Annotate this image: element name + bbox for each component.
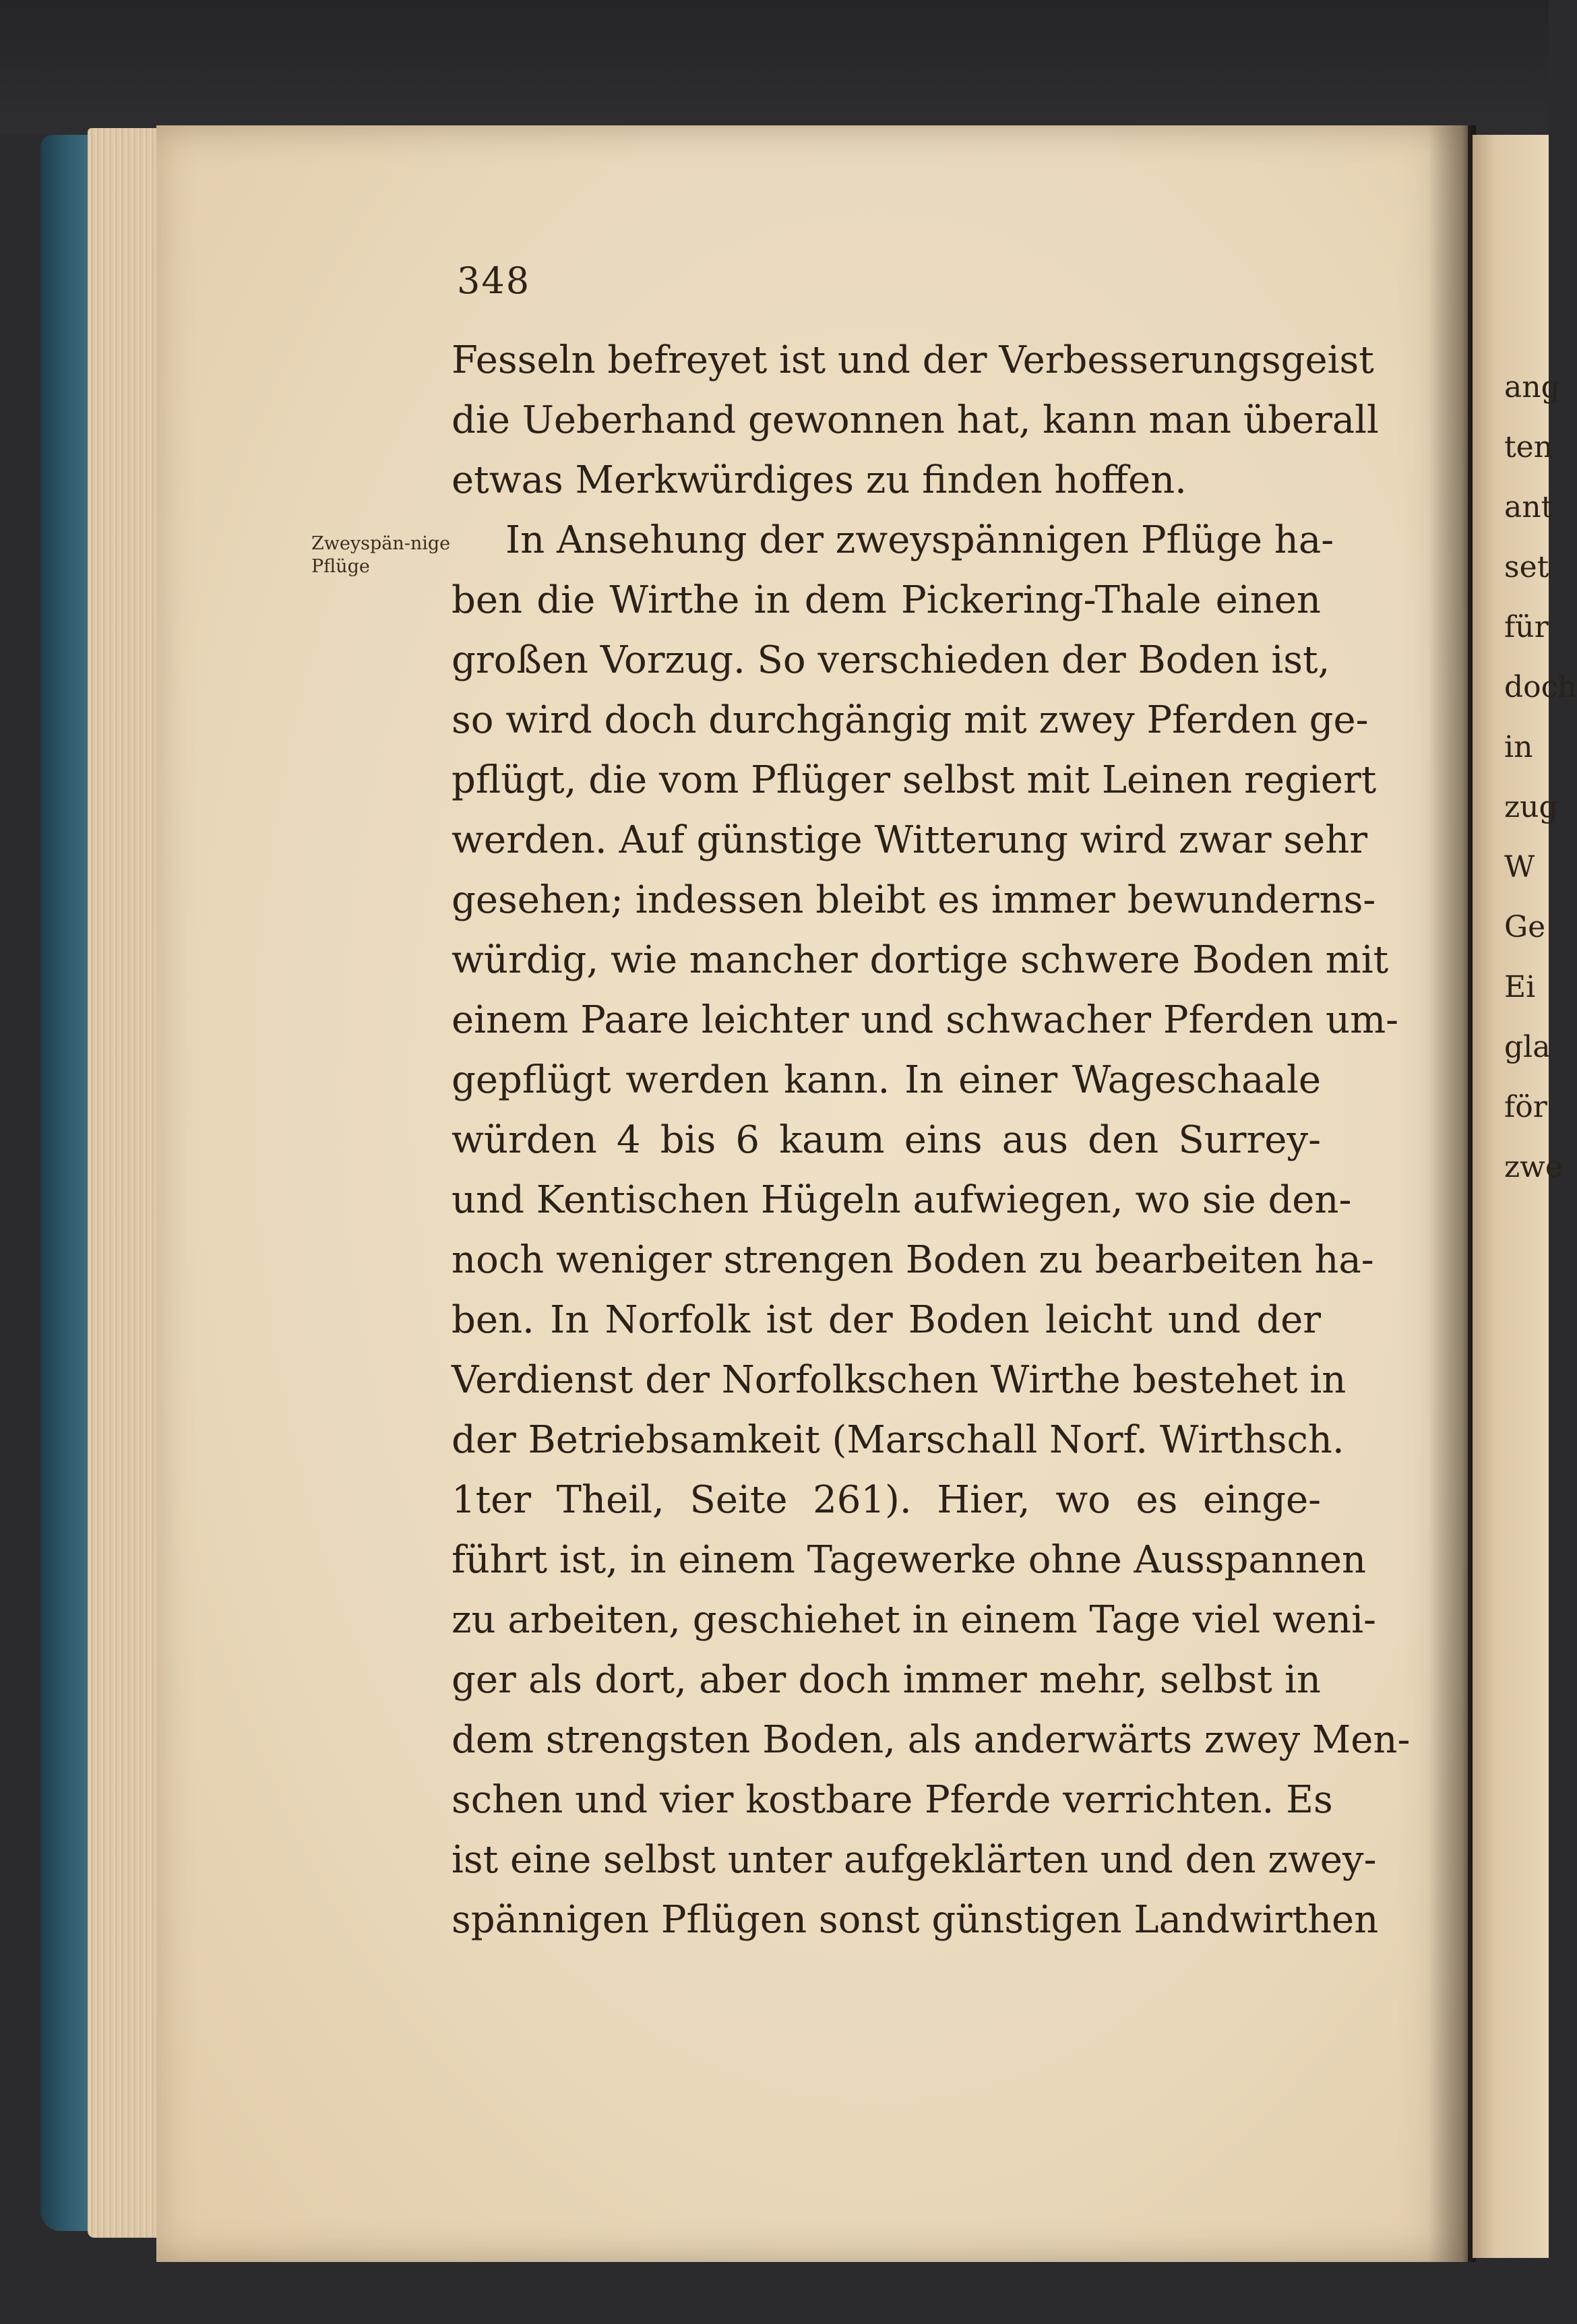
facing-page-fragment: Ge: [1504, 910, 1546, 944]
backdrop: [0, 0, 1549, 135]
text-line: großen Vorzug. So verschieden der Boden ist,: [452, 638, 1330, 682]
text-line: ger als dort, aber doch immer mehr, selbst in: [452, 1658, 1321, 1702]
facing-page-fragment: Ei: [1504, 970, 1536, 1004]
margin-note: Zweyspän-nige Pflüge: [311, 533, 451, 577]
text-line: würdig, wie mancher dortige schwere Boden mit: [452, 938, 1389, 982]
text-line: einem Paare leichter und schwacher Pferden um-: [452, 998, 1399, 1042]
facing-page-fragment: doch: [1504, 670, 1577, 704]
text-line: schen und vier kostbare Pferde verrichten. Es: [452, 1778, 1333, 1822]
text-line: und Kentischen Hügeln aufwiegen, wo sie den-: [452, 1178, 1352, 1222]
facing-page-fragment: ant: [1504, 490, 1553, 524]
text-line: führt ist, in einem Tagewerke ohne Ausspannen: [452, 1538, 1367, 1582]
text-line: spännigen Pflügen sonst günstigen Landwirthen: [452, 1898, 1379, 1942]
text-line: gesehen; indessen bleibt es immer bewunderns-: [452, 878, 1376, 922]
facing-page-fragment: zwe: [1504, 1150, 1563, 1184]
text-line: etwas Merkwürdiges zu finden hoffen.: [452, 458, 1187, 502]
gutter-shadow: [1429, 125, 1476, 2262]
page-number: 348: [457, 259, 531, 302]
text-line: Verdienst der Norfolkschen Wirthe bestehet in: [452, 1358, 1347, 1402]
text-line: werden. Auf günstige Witterung wird zwar sehr: [452, 818, 1368, 862]
text-line: die Ueberhand gewonnen hat, kann man überall: [452, 398, 1379, 442]
text-line: pflügt, die vom Pflüger selbst mit Leinen regiert: [452, 758, 1377, 802]
text-line: zu arbeiten, geschiehet in einem Tage viel weni-: [452, 1598, 1376, 1642]
facing-page-text: [1504, 357, 1577, 1197]
facing-page-fragment: zug: [1504, 790, 1558, 824]
facing-page-fragment: ten: [1504, 430, 1553, 464]
text-line: 1ter Theil, Seite 261). Hier, wo es einge-: [452, 1478, 1321, 1522]
text-line: dem strengsten Boden, als anderwärts zwey Men-: [452, 1718, 1411, 1762]
text-line: Fesseln befreyet ist und der Verbesserungsgeist: [452, 338, 1374, 382]
facing-page-fragment: gla: [1504, 1030, 1551, 1064]
page-stack-edge: [88, 128, 162, 2238]
text-line: ben die Wirthe in dem Pickering-Thale einen: [452, 578, 1321, 622]
facing-page-fragment: in: [1504, 730, 1533, 764]
facing-page-fragment: för: [1504, 1090, 1547, 1124]
text-line: ist eine selbst unter aufgeklärten und den zwey-: [452, 1838, 1377, 1882]
text-line: der Betriebsamkeit (Marschall Norf. Wirthsch.: [452, 1418, 1344, 1462]
facing-page-fragment: set: [1504, 550, 1549, 584]
text-line: ben. In Norfolk ist der Boden leicht und der: [452, 1298, 1321, 1342]
facing-page-fragment: für: [1504, 610, 1549, 644]
body-text: [452, 330, 1411, 1950]
text-line: würden 4 bis 6 kaum eins aus den Surrey-: [452, 1118, 1321, 1162]
text-line: so wird doch durchgängig mit zwey Pferden ge-: [452, 698, 1369, 742]
text-line: gepflügt werden kann. In einer Wageschaale: [452, 1058, 1321, 1102]
text-line: In Ansehung der zweyspännigen Pflüge ha-: [505, 518, 1334, 562]
facing-page-fragment: W: [1504, 850, 1535, 884]
facing-page-fragment: ang: [1504, 370, 1560, 404]
text-line: noch weniger strengen Boden zu bearbeiten ha-: [452, 1238, 1374, 1282]
